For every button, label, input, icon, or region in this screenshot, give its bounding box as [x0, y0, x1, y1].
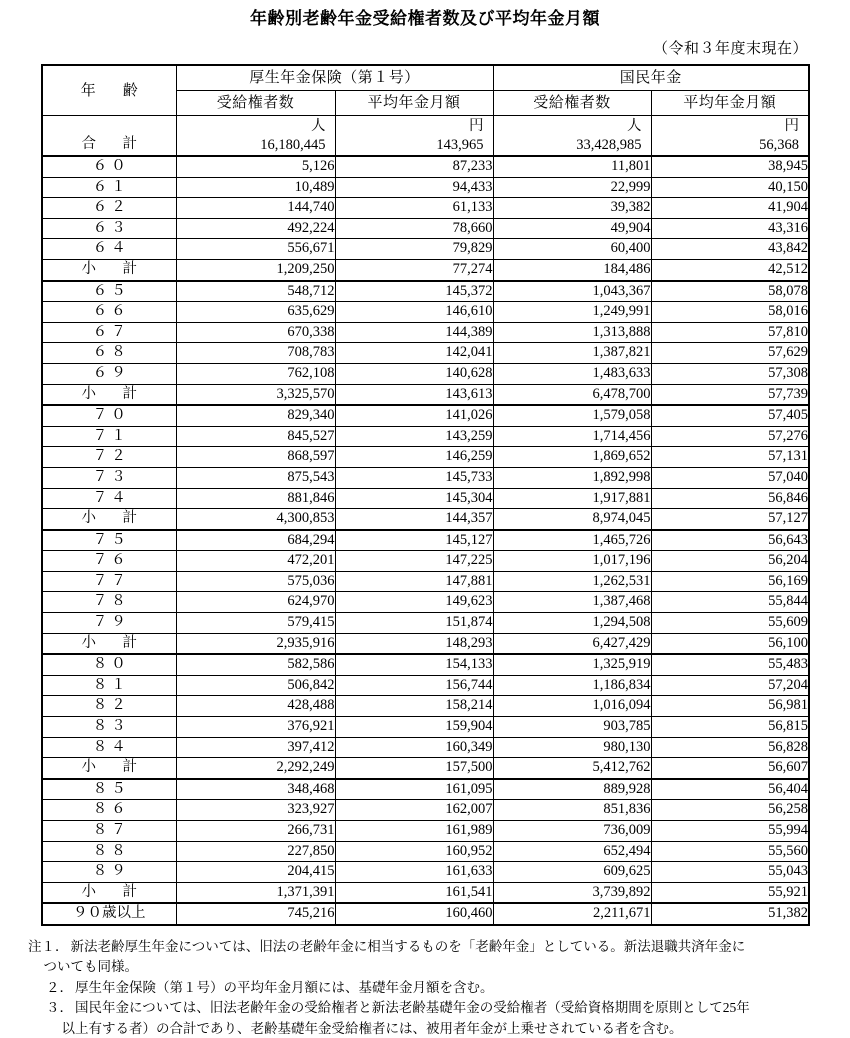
cell-kokumin-average: 57,629	[651, 343, 809, 364]
cell-kokumin-recipients: 1,579,058	[493, 405, 651, 426]
column-header-kokumin-average: 平均年金月額	[651, 91, 809, 116]
row-label-age: ７７	[42, 571, 176, 592]
table-row	[42, 302, 809, 323]
cell-kokumin-recipients: 6,478,700	[493, 384, 651, 405]
cell-kosei-average: 161,989	[335, 821, 493, 842]
footnote-text: 厚生年金保険（第１号）の平均年金月額には、基礎年金月額を含む。	[75, 979, 494, 995]
row-label-age: ８５	[42, 779, 176, 800]
row-label-age: ６５	[42, 281, 176, 302]
cell-kokumin-recipients: 889,928	[493, 779, 651, 800]
cell-kokumin-recipients: 3,739,892	[493, 882, 651, 903]
cell-kosei-average: 94,433	[335, 177, 493, 198]
table-row	[42, 862, 809, 883]
cell-kosei-recipients: 829,340	[176, 405, 335, 426]
cell-kokumin-recipients: 609,625	[493, 862, 651, 883]
as-of-date-note: （令和３年度末現在）	[652, 41, 808, 57]
row-label-age: ６８	[42, 343, 176, 364]
cell-kosei-recipients: 845,527	[176, 426, 335, 447]
cell-kokumin-average: 57,405	[651, 405, 809, 426]
row-label-age: ７１	[42, 426, 176, 447]
footnote-continuation-indent	[46, 1019, 62, 1038]
cell-kokumin-recipients: 1,016,094	[493, 696, 651, 717]
row-label-age: ７６	[42, 551, 176, 572]
footnote-label: 注１．	[28, 938, 69, 954]
cell-kosei-average: 160,952	[335, 841, 493, 862]
table-header	[42, 65, 809, 116]
footnote	[28, 937, 820, 977]
cell-kokumin-average: 58,078	[651, 281, 809, 302]
table-row	[42, 696, 809, 717]
cell-total-kosei-average	[335, 116, 493, 157]
cell-kosei-average: 144,357	[335, 509, 493, 530]
cell-kosei-recipients: 579,415	[176, 613, 335, 634]
cell-kosei-recipients: 144,740	[176, 198, 335, 219]
row-label-age: ９０歳以上	[42, 903, 176, 925]
table-row	[42, 322, 809, 343]
cell-kokumin-average: 56,815	[651, 717, 809, 738]
table-row	[42, 343, 809, 364]
cell-kokumin-average: 57,127	[651, 509, 809, 530]
value-total-kokumin-average: 56,368	[759, 137, 800, 153]
cell-kokumin-average: 43,316	[651, 218, 809, 239]
row-label-subtotal: 小 計	[42, 509, 176, 530]
value-total-kosei-average: 143,965	[436, 137, 484, 153]
row-label-age: ８９	[42, 862, 176, 883]
cell-kokumin-recipients: 1,892,998	[493, 467, 651, 488]
cell-kosei-average: 61,133	[335, 198, 493, 219]
cell-kosei-average: 145,304	[335, 488, 493, 509]
row-label-subtotal: 小 計	[42, 259, 176, 280]
cell-kokumin-recipients: 1,017,196	[493, 551, 651, 572]
unit-label-kokumin-average: 円	[784, 118, 800, 134]
table-row	[42, 633, 809, 654]
table-row	[42, 198, 809, 219]
cell-kokumin-recipients: 1,714,456	[493, 426, 651, 447]
cell-kokumin-average: 55,609	[651, 613, 809, 634]
cell-kosei-recipients: 2,935,916	[176, 633, 335, 654]
cell-kosei-average: 144,389	[335, 322, 493, 343]
table-row	[42, 218, 809, 239]
table-row	[42, 821, 809, 842]
cell-kosei-average: 143,259	[335, 426, 493, 447]
cell-kokumin-recipients: 39,382	[493, 198, 651, 219]
cell-kosei-recipients: 745,216	[176, 903, 335, 925]
cell-kokumin-average: 58,016	[651, 302, 809, 323]
cell-kosei-average: 140,628	[335, 363, 493, 384]
row-label-age: ７４	[42, 488, 176, 509]
row-label-age: ６０	[42, 156, 176, 177]
table-row	[42, 259, 809, 280]
cell-kosei-average: 148,293	[335, 633, 493, 654]
table-row	[42, 675, 809, 696]
footnote-label: ２．	[46, 979, 73, 995]
table-row	[42, 384, 809, 405]
cell-kosei-average: 145,733	[335, 467, 493, 488]
cell-kokumin-average: 40,150	[651, 177, 809, 198]
cell-kokumin-recipients: 1,186,834	[493, 675, 651, 696]
table-row-total	[42, 116, 809, 157]
cell-kokumin-average: 56,981	[651, 696, 809, 717]
cell-kosei-average: 143,613	[335, 384, 493, 405]
cell-kokumin-recipients: 1,917,881	[493, 488, 651, 509]
cell-kosei-average: 147,225	[335, 551, 493, 572]
cell-kosei-recipients: 635,629	[176, 302, 335, 323]
cell-kosei-average: 156,744	[335, 675, 493, 696]
cell-kokumin-recipients: 903,785	[493, 717, 651, 738]
row-label-subtotal: 小 計	[42, 384, 176, 405]
cell-kokumin-average: 55,921	[651, 882, 809, 903]
column-header-kosei-recipients: 受給権者数	[176, 91, 335, 116]
cell-kosei-average: 162,007	[335, 800, 493, 821]
cell-kokumin-average: 56,828	[651, 737, 809, 758]
cell-kosei-average: 158,214	[335, 696, 493, 717]
cell-kosei-recipients: 1,209,250	[176, 259, 335, 280]
statistics-table-container	[0, 59, 850, 926]
table-row	[42, 239, 809, 260]
cell-kosei-average: 149,623	[335, 592, 493, 613]
cell-kokumin-average: 55,483	[651, 654, 809, 675]
row-label-age: ８７	[42, 821, 176, 842]
cell-kokumin-average: 55,043	[651, 862, 809, 883]
cell-kosei-recipients: 227,850	[176, 841, 335, 862]
cell-kokumin-recipients: 49,904	[493, 218, 651, 239]
table-row	[42, 592, 809, 613]
cell-kokumin-recipients: 980,130	[493, 737, 651, 758]
row-label-age: ８３	[42, 717, 176, 738]
cell-kosei-recipients: 3,325,570	[176, 384, 335, 405]
table-row	[42, 447, 809, 468]
cell-kosei-recipients: 397,412	[176, 737, 335, 758]
table-row	[42, 177, 809, 198]
cell-kosei-recipients: 2,292,249	[176, 758, 335, 779]
footnote	[28, 998, 820, 1038]
cell-kosei-recipients: 348,468	[176, 779, 335, 800]
cell-kosei-recipients: 575,036	[176, 571, 335, 592]
cell-kosei-average: 161,541	[335, 882, 493, 903]
cell-kokumin-recipients: 22,999	[493, 177, 651, 198]
row-label-age: ８２	[42, 696, 176, 717]
cell-kosei-average: 160,460	[335, 903, 493, 925]
cell-kosei-recipients: 5,126	[176, 156, 335, 177]
row-label-total: 合 計	[42, 116, 176, 157]
cell-kokumin-recipients: 60,400	[493, 239, 651, 260]
cell-kosei-recipients: 472,201	[176, 551, 335, 572]
cell-kokumin-average: 57,204	[651, 675, 809, 696]
table-row	[42, 779, 809, 800]
row-label-subtotal: 小 計	[42, 882, 176, 903]
table-row	[42, 613, 809, 634]
pension-statistics-table	[41, 64, 810, 926]
footnote-text: 新法老齢厚生年金については、旧法の老齢年金に相当するものを「老齢年金」としている。新法退職共済年金に	[70, 938, 746, 954]
table-row	[42, 405, 809, 426]
cell-kokumin-recipients: 1,262,531	[493, 571, 651, 592]
cell-kokumin-average: 56,846	[651, 488, 809, 509]
cell-kosei-average: 151,874	[335, 613, 493, 634]
table-row	[42, 467, 809, 488]
cell-kosei-recipients: 762,108	[176, 363, 335, 384]
cell-kokumin-average: 55,560	[651, 841, 809, 862]
cell-kokumin-recipients: 6,427,429	[493, 633, 651, 654]
table-row	[42, 509, 809, 530]
cell-kokumin-recipients: 11,801	[493, 156, 651, 177]
unit-label-kosei-average: 円	[469, 118, 484, 134]
cell-kosei-recipients: 376,921	[176, 717, 335, 738]
row-label-age: ７９	[42, 613, 176, 634]
unit-label-kosei-recipients: 人	[311, 118, 326, 134]
cell-kokumin-average: 57,276	[651, 426, 809, 447]
table-row	[42, 654, 809, 675]
cell-total-kokumin-recipients	[493, 116, 651, 157]
table-row	[42, 551, 809, 572]
table-row	[42, 281, 809, 302]
cell-kokumin-average: 57,131	[651, 447, 809, 468]
cell-total-kokumin-average	[651, 116, 809, 157]
row-label-age: ６９	[42, 363, 176, 384]
row-label-age: ８０	[42, 654, 176, 675]
cell-kokumin-average: 56,258	[651, 800, 809, 821]
row-label-age: ６６	[42, 302, 176, 323]
cell-kosei-recipients: 548,712	[176, 281, 335, 302]
table-row	[42, 488, 809, 509]
cell-kosei-recipients: 204,415	[176, 862, 335, 883]
cell-kosei-average: 160,349	[335, 737, 493, 758]
cell-kosei-recipients: 881,846	[176, 488, 335, 509]
table-row	[42, 841, 809, 862]
cell-kokumin-recipients: 1,387,468	[493, 592, 651, 613]
row-label-age: ６２	[42, 198, 176, 219]
footnote-text-continued: 以上有する者）の合計であり、老齢基礎年金受給権者には、被用者年金が上乗せされている者を含む。	[61, 1020, 683, 1036]
row-label-age: ６１	[42, 177, 176, 198]
cell-kosei-average: 87,233	[335, 156, 493, 177]
cell-kosei-recipients: 4,300,853	[176, 509, 335, 530]
cell-kokumin-average: 57,040	[651, 467, 809, 488]
cell-kosei-recipients: 868,597	[176, 447, 335, 468]
table-body	[42, 116, 809, 925]
cell-kokumin-recipients: 1,325,919	[493, 654, 651, 675]
footnotes	[0, 926, 850, 1038]
cell-kosei-average: 145,127	[335, 530, 493, 551]
cell-kokumin-recipients: 5,412,762	[493, 758, 651, 779]
cell-kosei-recipients: 266,731	[176, 821, 335, 842]
footnote-text-continued: ついても同様。	[43, 959, 138, 975]
cell-kokumin-average: 41,904	[651, 198, 809, 219]
cell-kokumin-average: 38,945	[651, 156, 809, 177]
table-row	[42, 530, 809, 551]
cell-kokumin-recipients: 8,974,045	[493, 509, 651, 530]
cell-kosei-recipients: 684,294	[176, 530, 335, 551]
cell-kosei-recipients: 428,488	[176, 696, 335, 717]
row-label-age: ８４	[42, 737, 176, 758]
cell-kosei-average: 161,633	[335, 862, 493, 883]
row-label-age: ６４	[42, 239, 176, 260]
cell-kokumin-recipients: 2,211,671	[493, 903, 651, 925]
cell-kosei-average: 78,660	[335, 218, 493, 239]
value-total-kokumin-recipients: 33,428,985	[576, 137, 642, 153]
cell-kokumin-average: 56,204	[651, 551, 809, 572]
row-label-subtotal: 小 計	[42, 633, 176, 654]
cell-kokumin-recipients: 1,465,726	[493, 530, 651, 551]
column-header-kosei-average: 平均年金月額	[335, 91, 493, 116]
cell-kokumin-average: 57,739	[651, 384, 809, 405]
cell-kosei-recipients: 670,338	[176, 322, 335, 343]
cell-kokumin-average: 56,169	[651, 571, 809, 592]
column-header-age: 年 齢	[42, 65, 176, 116]
row-label-age: ６７	[42, 322, 176, 343]
footnote-label: ３．	[46, 1000, 73, 1016]
table-row	[42, 156, 809, 177]
cell-kosei-average: 79,829	[335, 239, 493, 260]
cell-kosei-average: 146,259	[335, 447, 493, 468]
cell-kosei-average: 142,041	[335, 343, 493, 364]
cell-kosei-recipients: 556,671	[176, 239, 335, 260]
cell-kokumin-recipients: 652,494	[493, 841, 651, 862]
cell-kokumin-recipients: 1,249,991	[493, 302, 651, 323]
cell-kokumin-average: 56,100	[651, 633, 809, 654]
footnote-text: 国民年金については、旧法老齢年金の受給権者と新法老齢基礎年金の受給権者（受給資格期間を原則として25年	[75, 1000, 750, 1016]
row-label-subtotal: 小 計	[42, 758, 176, 779]
table-row	[42, 426, 809, 447]
column-header-group-kosei: 厚生年金保険（第１号）	[176, 65, 493, 91]
cell-kosei-average: 147,881	[335, 571, 493, 592]
row-label-age: ７３	[42, 467, 176, 488]
cell-kosei-recipients: 582,586	[176, 654, 335, 675]
cell-kosei-average: 157,500	[335, 758, 493, 779]
value-total-kosei-recipients: 16,180,445	[260, 137, 326, 153]
row-label-age: ６３	[42, 218, 176, 239]
cell-kokumin-average: 56,643	[651, 530, 809, 551]
footnote-continuation-indent	[28, 957, 44, 977]
page-title: 年齢別老齢年金受給権者数及び平均年金月額	[250, 9, 600, 28]
cell-kokumin-recipients: 1,313,888	[493, 322, 651, 343]
row-label-age: ７０	[42, 405, 176, 426]
row-label-age: ７８	[42, 592, 176, 613]
table-row	[42, 737, 809, 758]
cell-kokumin-recipients: 1,043,367	[493, 281, 651, 302]
cell-kosei-recipients: 624,970	[176, 592, 335, 613]
cell-kokumin-average: 51,382	[651, 903, 809, 925]
row-label-age: ８１	[42, 675, 176, 696]
cell-kosei-recipients: 323,927	[176, 800, 335, 821]
cell-kosei-average: 77,274	[335, 259, 493, 280]
table-row	[42, 903, 809, 925]
cell-kosei-average: 146,610	[335, 302, 493, 323]
cell-kosei-recipients: 10,489	[176, 177, 335, 198]
unit-label-kokumin-recipients: 人	[627, 118, 642, 134]
cell-kokumin-recipients: 184,486	[493, 259, 651, 280]
cell-kokumin-average: 56,404	[651, 779, 809, 800]
cell-kokumin-average: 57,810	[651, 322, 809, 343]
row-label-age: ７５	[42, 530, 176, 551]
cell-kosei-recipients: 492,224	[176, 218, 335, 239]
cell-kosei-average: 161,095	[335, 779, 493, 800]
cell-kokumin-average: 57,308	[651, 363, 809, 384]
table-row	[42, 882, 809, 903]
cell-kokumin-recipients: 1,387,821	[493, 343, 651, 364]
column-header-kokumin-recipients: 受給権者数	[493, 91, 651, 116]
cell-kokumin-average: 55,994	[651, 821, 809, 842]
cell-kosei-average: 145,372	[335, 281, 493, 302]
cell-kosei-average: 141,026	[335, 405, 493, 426]
cell-kosei-average: 159,904	[335, 717, 493, 738]
column-header-group-kokumin: 国民年金	[493, 65, 809, 91]
table-row	[42, 800, 809, 821]
row-label-age: ７２	[42, 447, 176, 468]
cell-kosei-recipients: 506,842	[176, 675, 335, 696]
cell-kosei-recipients: 1,371,391	[176, 882, 335, 903]
cell-kokumin-average: 55,844	[651, 592, 809, 613]
cell-kokumin-recipients: 851,836	[493, 800, 651, 821]
cell-kokumin-average: 56,607	[651, 758, 809, 779]
table-row	[42, 363, 809, 384]
table-row	[42, 571, 809, 592]
row-label-age: ８６	[42, 800, 176, 821]
table-row	[42, 758, 809, 779]
cell-kosei-recipients: 708,783	[176, 343, 335, 364]
cell-total-kosei-recipients	[176, 116, 335, 157]
cell-kokumin-recipients: 1,869,652	[493, 447, 651, 468]
cell-kokumin-average: 42,512	[651, 259, 809, 280]
cell-kokumin-recipients: 1,294,508	[493, 613, 651, 634]
cell-kokumin-recipients: 736,009	[493, 821, 651, 842]
row-label-age: ８８	[42, 841, 176, 862]
table-header-group-row	[42, 65, 809, 91]
table-row	[42, 717, 809, 738]
cell-kokumin-recipients: 1,483,633	[493, 363, 651, 384]
cell-kosei-recipients: 875,543	[176, 467, 335, 488]
cell-kokumin-average: 43,842	[651, 239, 809, 260]
cell-kosei-average: 154,133	[335, 654, 493, 675]
